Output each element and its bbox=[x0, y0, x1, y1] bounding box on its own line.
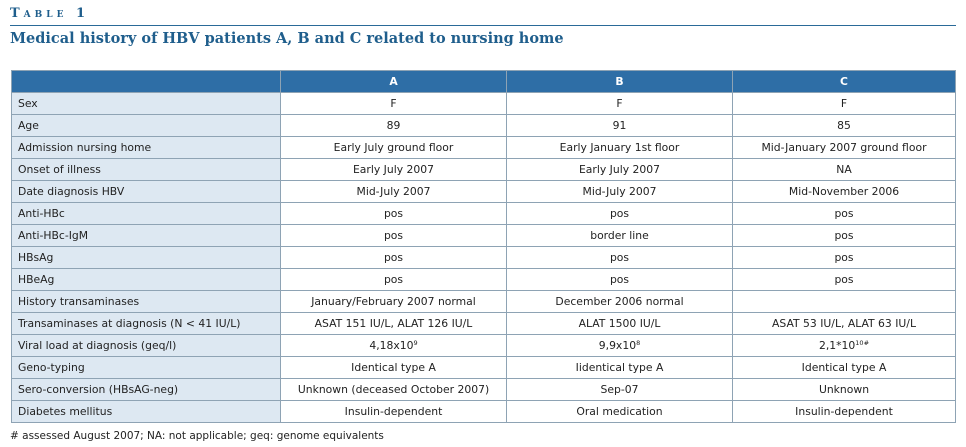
cell-patient-c bbox=[733, 291, 956, 313]
cell-patient-b: Early January 1st floor bbox=[507, 137, 733, 159]
cell-patient-b: December 2006 normal bbox=[507, 291, 733, 313]
cell-patient-b: ALAT 1500 IU/L bbox=[507, 313, 733, 335]
table-row bbox=[12, 181, 956, 203]
cell-patient-c bbox=[733, 335, 956, 357]
cell-patient-a: ASAT 151 IU/L, ALAT 126 IU/L bbox=[281, 313, 507, 335]
row-label: Anti-HBc bbox=[12, 203, 281, 225]
table-row bbox=[12, 93, 956, 115]
table-row bbox=[12, 137, 956, 159]
row-label: Viral load at diagnosis (geq/l) bbox=[12, 335, 281, 357]
cell-patient-b: pos bbox=[507, 203, 733, 225]
cell-patient-c: pos bbox=[733, 247, 956, 269]
cell-patient-c: Unknown bbox=[733, 379, 956, 401]
row-label: Sero-conversion (HBsAG-neg) bbox=[12, 379, 281, 401]
row-label: Onset of illness bbox=[12, 159, 281, 181]
row-label: Age bbox=[12, 115, 281, 137]
cell-patient-a: Early July 2007 bbox=[281, 159, 507, 181]
cell-patient-a: Unknown (deceased October 2007) bbox=[281, 379, 507, 401]
row-label: Geno-typing bbox=[12, 357, 281, 379]
cell-patient-a: Mid-July 2007 bbox=[281, 181, 507, 203]
table-row bbox=[12, 269, 956, 291]
table-row bbox=[12, 357, 956, 379]
cell-patient-b: border line bbox=[507, 225, 733, 247]
header-cell-a: A bbox=[281, 71, 507, 93]
table-body bbox=[12, 93, 956, 423]
table-caption: Medical history of HBV patients A, B and C related to nursing home bbox=[10, 30, 564, 47]
cell-patient-a: January/February 2007 normal bbox=[281, 291, 507, 313]
cell-patient-a bbox=[281, 335, 507, 357]
cell-patient-b: Early July 2007 bbox=[507, 159, 733, 181]
row-label: Anti-HBc-IgM bbox=[12, 225, 281, 247]
cell-value-exponent: 8 bbox=[636, 339, 641, 347]
cell-patient-c: 85 bbox=[733, 115, 956, 137]
header-cell-c: C bbox=[733, 71, 956, 93]
cell-value-base: 9,9x10 bbox=[598, 339, 637, 352]
cell-patient-a: pos bbox=[281, 269, 507, 291]
cell-value-base: 2,1*10 bbox=[818, 339, 856, 352]
table-row bbox=[12, 401, 956, 423]
cell-patient-a: pos bbox=[281, 225, 507, 247]
cell-patient-c: pos bbox=[733, 225, 956, 247]
row-label: Sex bbox=[12, 93, 281, 115]
table-row bbox=[12, 247, 956, 269]
cell-value-exponent: 10# bbox=[855, 339, 870, 347]
cell-value-exponent: 9 bbox=[413, 339, 418, 347]
cell-patient-a: pos bbox=[281, 203, 507, 225]
cell-patient-a: Identical type A bbox=[281, 357, 507, 379]
cell-patient-b: pos bbox=[507, 269, 733, 291]
row-label: Admission nursing home bbox=[12, 137, 281, 159]
table-row bbox=[12, 379, 956, 401]
cell-patient-b: Oral medication bbox=[507, 401, 733, 423]
cell-value-base: 4,18x10 bbox=[369, 339, 414, 352]
cell-patient-c: Identical type A bbox=[733, 357, 956, 379]
cell-patient-b: Mid-July 2007 bbox=[507, 181, 733, 203]
cell-patient-a: F bbox=[281, 93, 507, 115]
cell-patient-b: 91 bbox=[507, 115, 733, 137]
cell-patient-b: F bbox=[507, 93, 733, 115]
cell-patient-c: Insulin-dependent bbox=[733, 401, 956, 423]
table-row bbox=[12, 225, 956, 247]
cell-patient-c: Mid-January 2007 ground floor bbox=[733, 137, 956, 159]
cell-patient-a: Early July ground floor bbox=[281, 137, 507, 159]
table-row bbox=[12, 335, 956, 357]
table-row bbox=[12, 115, 956, 137]
cell-patient-a: 89 bbox=[281, 115, 507, 137]
cell-patient-c: NA bbox=[733, 159, 956, 181]
cell-patient-c: F bbox=[733, 93, 956, 115]
cell-patient-b bbox=[507, 335, 733, 357]
row-label: Date diagnosis HBV bbox=[12, 181, 281, 203]
row-label: Transaminases at diagnosis (N < 41 IU/L) bbox=[12, 313, 281, 335]
table-row bbox=[12, 203, 956, 225]
table-number-label: Table 1 bbox=[10, 6, 90, 21]
cell-patient-b: pos bbox=[507, 247, 733, 269]
table-row bbox=[12, 291, 956, 313]
row-label: HBsAg bbox=[12, 247, 281, 269]
cell-patient-c: pos bbox=[733, 269, 956, 291]
table-header-row bbox=[12, 71, 956, 93]
medical-history-table bbox=[11, 70, 956, 423]
cell-patient-c: pos bbox=[733, 203, 956, 225]
row-label: HBeAg bbox=[12, 269, 281, 291]
header-cell-b: B bbox=[507, 71, 733, 93]
row-label: History transaminases bbox=[12, 291, 281, 313]
cell-patient-a: Insulin-dependent bbox=[281, 401, 507, 423]
cell-patient-c: Mid-November 2006 bbox=[733, 181, 956, 203]
table-row bbox=[12, 159, 956, 181]
cell-patient-b: Sep-07 bbox=[507, 379, 733, 401]
row-label: Diabetes mellitus bbox=[12, 401, 281, 423]
table-footnote: # assessed August 2007; NA: not applicable; geq: genome equivalents bbox=[10, 430, 384, 442]
cell-patient-a: pos bbox=[281, 247, 507, 269]
table-row bbox=[12, 313, 956, 335]
cell-patient-b: Iidentical type A bbox=[507, 357, 733, 379]
header-cell-empty bbox=[12, 71, 281, 93]
title-rule bbox=[10, 25, 956, 26]
cell-patient-c: ASAT 53 IU/L, ALAT 63 IU/L bbox=[733, 313, 956, 335]
